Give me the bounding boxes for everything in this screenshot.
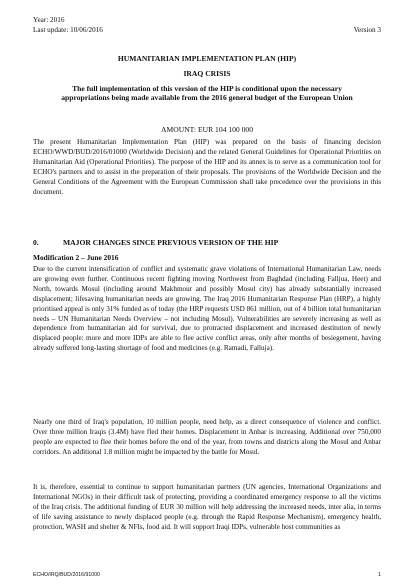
footer-page-number: 1 <box>378 572 381 578</box>
header-version: Version 3 <box>353 26 381 34</box>
body-paragraph-3: It is, therefore, essential to continue to support humanitarian partners (UN agencies, International Organizations and International NGOs) in their difficult task of protecting, providing a coordinated emergency response to all the victims of the Iraq crisis. The additional funding of EUR 30 million will help addressing the increased needs, inter alia, in terms of life saving assistance to newly displaced people (e.g. through the Rapid Response Mechanism), emergency health, protection, WASH and shelter & NFIs, food aid. It will support Iraqi IDPs, vulnerable host communities as <box>33 483 381 531</box>
footer-reference: ECHO/IRQ/BUD/2016/91000 <box>33 572 100 578</box>
amount-line: AMOUNT: EUR 104 100 000 <box>160 125 253 134</box>
conditional-notice: The full implementation of this version of the HIP is conditional upon the necessary appropriations being made available from the 2016 general budget of the European Union <box>61 84 353 103</box>
section-heading <box>33 238 381 247</box>
header-row-update <box>33 26 381 35</box>
section-title: MAJOR CHANGES SINCE PREVIOUS VERSION OF THE HIP <box>63 238 279 247</box>
modification-heading: Modification 2 – June 2016 <box>33 253 119 262</box>
body-paragraph-2: Nearly one third of Iraq's population, 10 million people, need help, as a direct consequence of violence and conflict. Over three million Iraqis (3.4M) have fled their homes. Displacement in Anbar is increasing. Additional over 750,000 people are expected to flee their homes before the end of the year, from towns and districts along the Mosul and Anbar corridors. An additional 1.8 million might be impacted by the battle for Mosul. <box>33 418 381 456</box>
section-number: 0. <box>33 238 39 247</box>
header-last-update: Last update: 10/06/2016 <box>33 26 103 34</box>
page-footer <box>33 572 381 578</box>
body-paragraph-1: Due to the current intensification of conflict and systematic grave violations of International Humanitarian Law, needs are growing even further. Continuous recent fighting moving Northwest from Baghdad (including Falljua, Heet) and North, towards Mosul (including around Makhmour and possibly Mosul city) has already substantially increased displacement; lifesaving humanitarian needs are growing. The Iraq 2016 Humanitarian Response Plan (HRP), a highly prioritised appeal is only 31% funded as of today (the HRP requests USD 861 million, out of 4 billion total humanitarian needs – UN Humanitarian Needs Overview – not including Mosul). Vulnerabilities are severely increasing as well as dependence from humanitarian aid for survival, due to protracted displacement and increased destitution of newly displaced people: more and more IDPs are able to flee active conflict areas, only after months of besiegement, having already suffered long-lasting shortage of food and medicines (e.g. Ramadi, Falluja). <box>33 265 381 353</box>
intro-paragraph: The present Humanitarian Implementation Plan (HIP) was prepared on the basis of financing decision ECHO/WWD/BUD/2016/01000 (Worldwide Decision) and the related General Guidelines for Operational Priorities on Humanitarian Aid (Operational Priorities). The purpose of the HIP and its annex is to serve as a communication tool for ECHO's partners and to assist in the preparation of their proposals. The provisions of the Worldwide Decision and the General Conditions of the Agreement with the European Commission shall take precedence over the provisions in this document. <box>33 138 381 196</box>
crisis-title: IRAQ CRISIS <box>183 69 231 78</box>
header-year: Year: 2016 <box>33 16 65 24</box>
document-title: HUMANITARIAN IMPLEMENTATION PLAN (HIP) <box>117 54 297 63</box>
header-row-year <box>33 16 381 25</box>
